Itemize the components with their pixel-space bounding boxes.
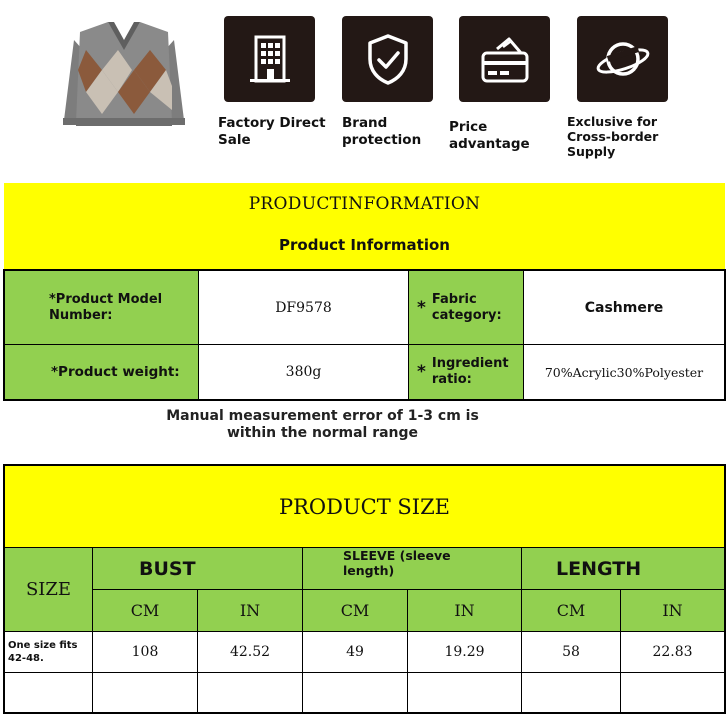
sleeve-cm-header: CM <box>303 590 408 632</box>
feature-label-brand: Brand protection <box>342 115 422 148</box>
empty-cell <box>198 673 303 713</box>
product-size-title: PRODUCT SIZE <box>5 466 724 548</box>
sleeve-cm-value: 49 <box>303 632 408 673</box>
model-number-label: *Product Model Number: <box>5 271 199 345</box>
feature-label-cross-border: Exclusive for Cross-border Supply <box>567 114 659 159</box>
ingredient-ratio-value: 70%Acrylic30%Polyester <box>544 364 704 380</box>
length-in-value: 22.83 <box>621 632 724 673</box>
fabric-category-label: Fabric category: <box>431 291 502 323</box>
product-size-table <box>3 464 726 714</box>
empty-cell <box>93 673 198 713</box>
credit-card-icon <box>475 31 535 87</box>
sweater-product-image <box>60 10 188 160</box>
sleeve-header-label: SLEEVE (sleeve length) <box>343 548 451 578</box>
ingredient-ratio-label: Ingredient ratio: <box>431 356 509 387</box>
model-number-value: DF9578 <box>199 271 409 345</box>
empty-cell <box>408 673 522 713</box>
ingredient-ratio-label-cell <box>409 345 524 399</box>
factory-tile <box>224 16 315 102</box>
bust-header: BUST <box>93 548 303 590</box>
required-star: * <box>417 362 426 382</box>
sleeve-in-header: IN <box>408 590 522 632</box>
feature-label-price: Price advantage <box>449 119 530 152</box>
shield-check-icon <box>360 31 416 87</box>
fabric-category-label-cell <box>409 271 524 345</box>
price-tile <box>459 16 550 102</box>
product-weight-label: *Product weight: <box>5 345 199 399</box>
bust-cm-value: 108 <box>93 632 198 673</box>
length-cm-value: 58 <box>522 632 621 673</box>
building-icon <box>242 31 298 87</box>
measurement-note: Manual measurement error of 1-3 cm is within the normal range <box>166 408 479 441</box>
bust-in-value: 42.52 <box>198 632 303 673</box>
length-in-header: IN <box>621 590 724 632</box>
required-star: * <box>417 297 426 318</box>
empty-cell <box>303 673 408 713</box>
product-info-subtitle: Product Information <box>279 236 450 254</box>
feature-label-factory: Factory Direct Sale <box>218 115 326 148</box>
size-column-header: SIZE <box>5 548 93 632</box>
empty-cell <box>621 673 724 713</box>
sleeve-in-value: 19.29 <box>408 632 522 673</box>
size-row-label: One size fits 42-48. <box>5 632 93 673</box>
planet-icon <box>593 31 653 87</box>
product-weight-value: 380g <box>199 345 409 399</box>
cross-border-tile <box>577 16 668 102</box>
fabric-category-value: Cashmere <box>524 271 724 345</box>
product-info-title: PRODUCTINFORMATION <box>248 194 481 214</box>
bust-in-header: IN <box>198 590 303 632</box>
sleeve-header <box>303 548 522 590</box>
brand-tile <box>342 16 433 102</box>
length-header: LENGTH <box>522 548 724 590</box>
length-cm-header: CM <box>522 590 621 632</box>
empty-cell <box>522 673 621 713</box>
product-info-table <box>3 269 726 401</box>
bust-cm-header: CM <box>93 590 198 632</box>
empty-cell <box>5 673 93 713</box>
